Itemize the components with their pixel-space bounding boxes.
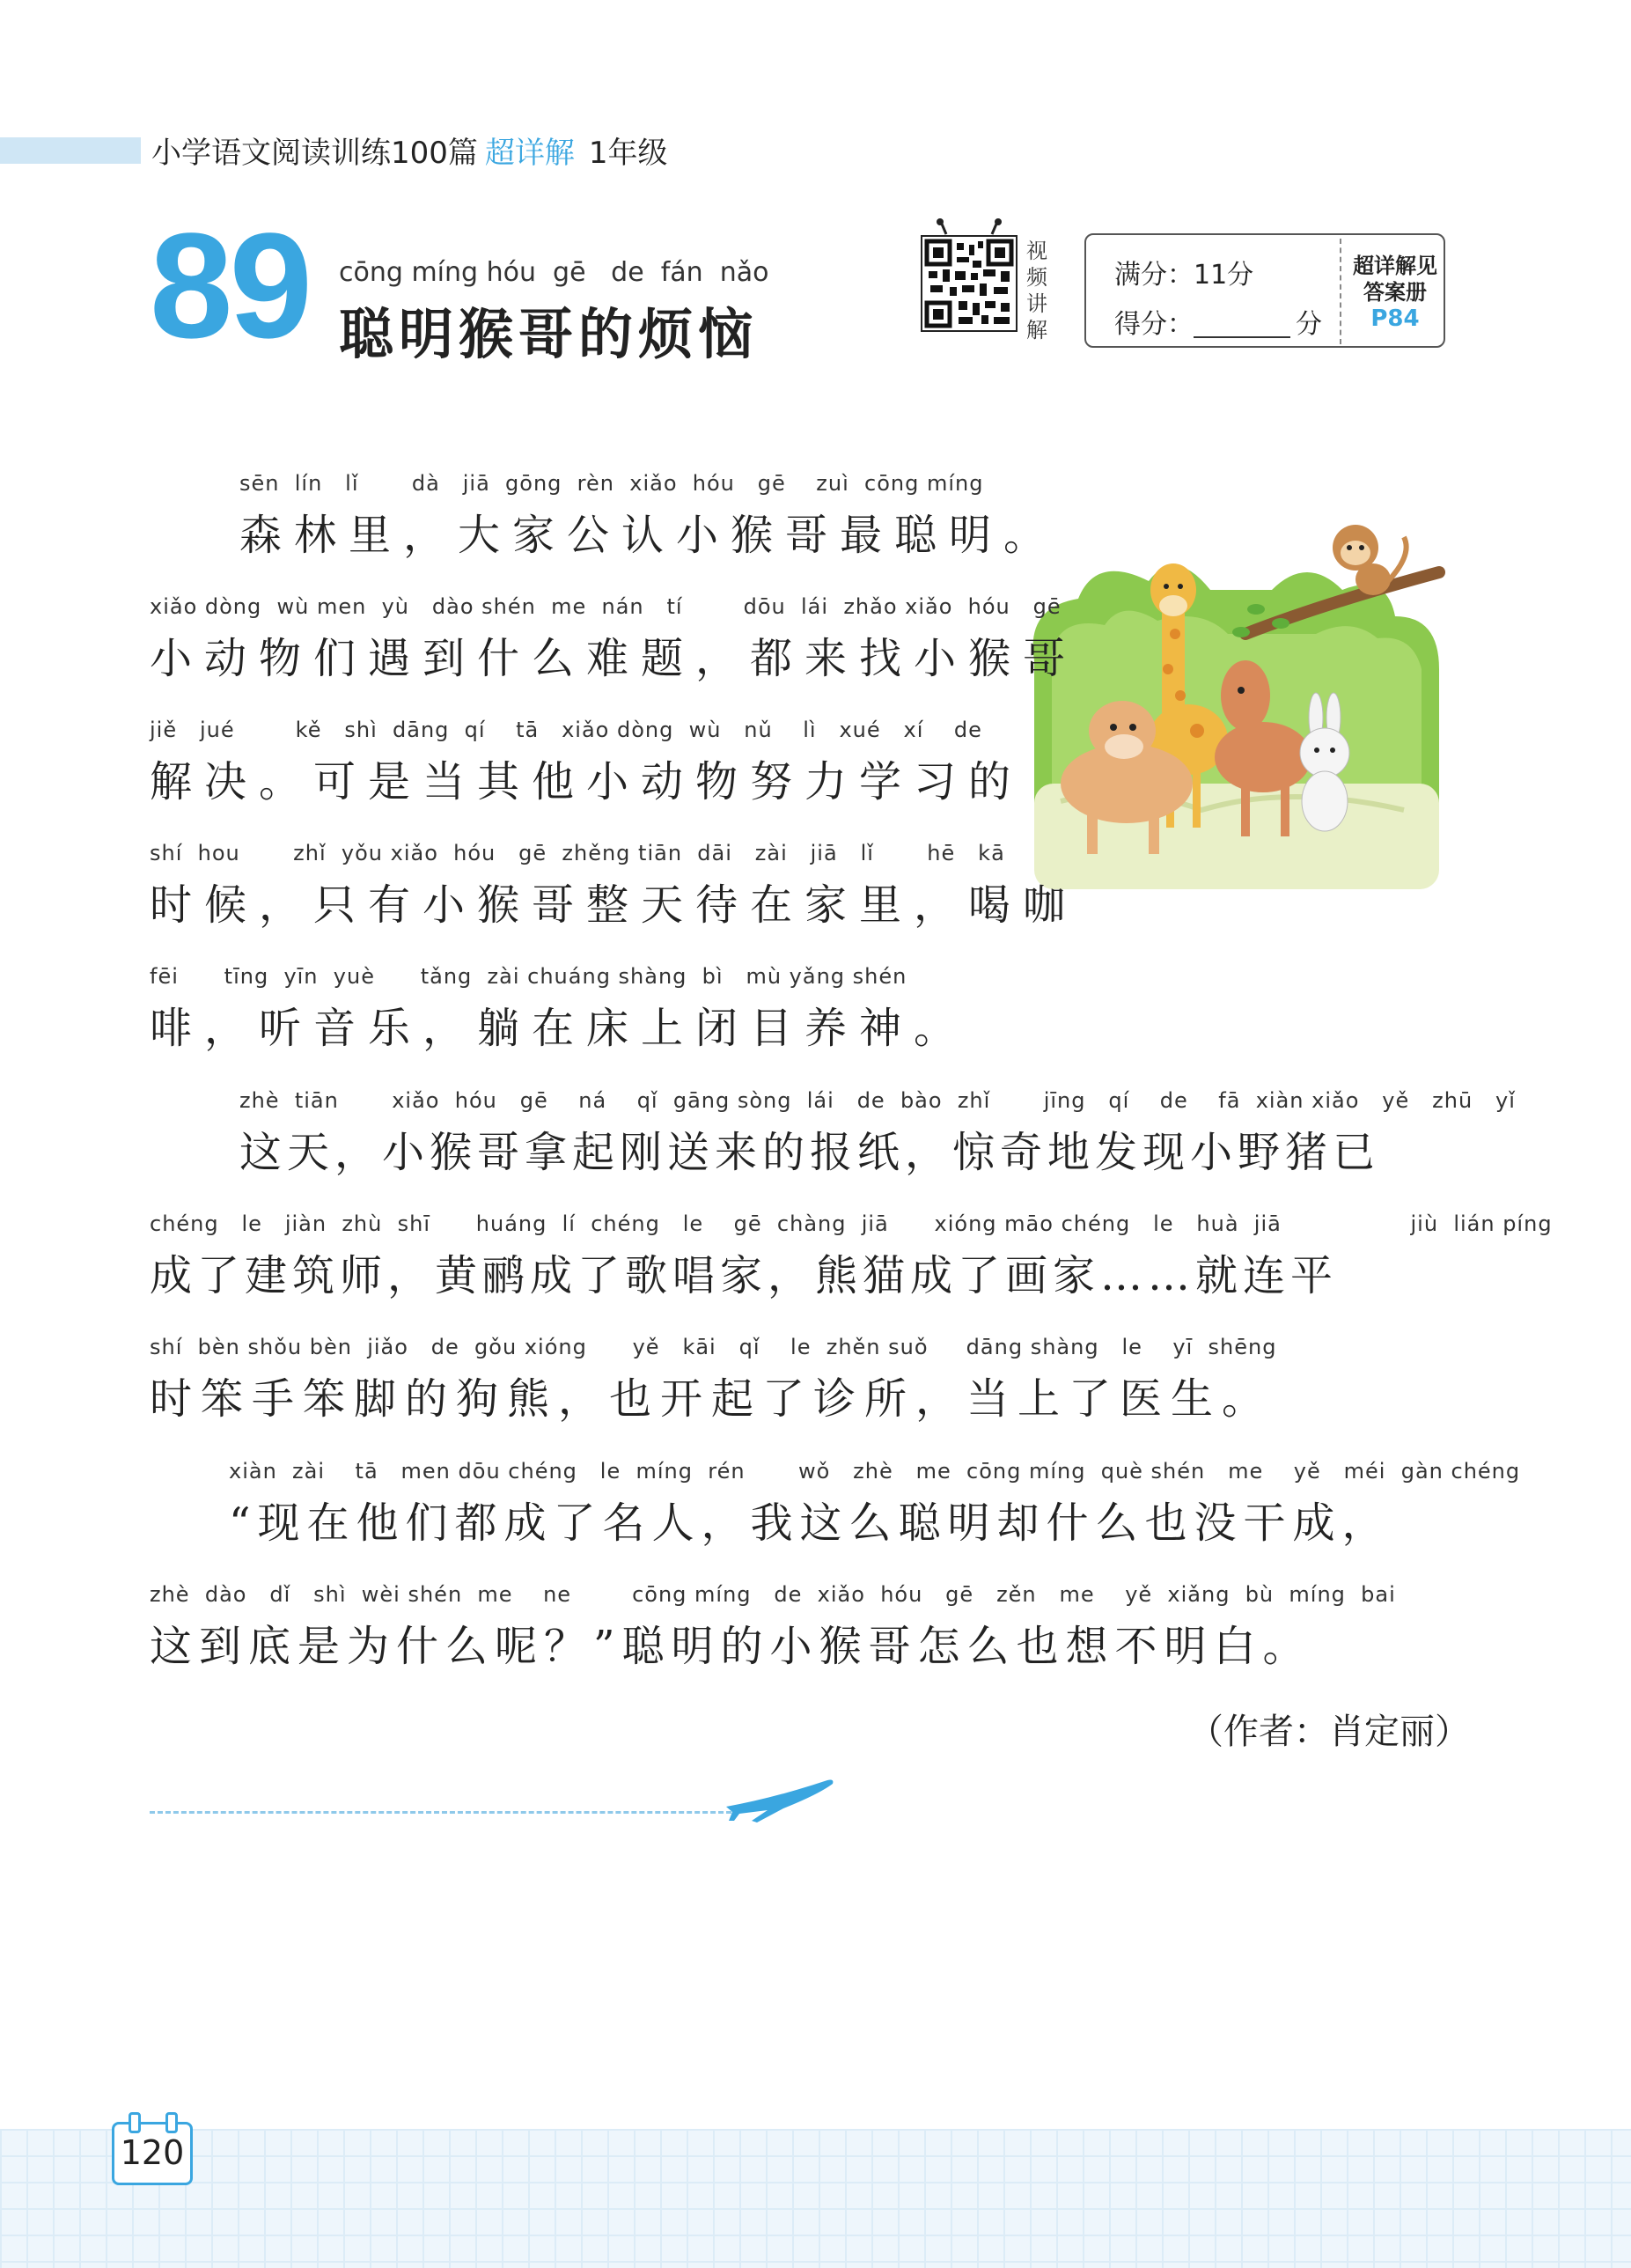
header-accent: 超详解 bbox=[484, 136, 575, 171]
video-explain-label: 视 频 讲 解 bbox=[1026, 239, 1047, 342]
got-score: 得分： 分 bbox=[1114, 309, 1322, 340]
text-line: xiǎo dòng wù men yù dào shén me nán tí dōu lái zhǎo xiǎo hóu gē 小动物们遇到什么难题，都来找小猴哥 bbox=[150, 594, 1078, 683]
answer-reference: 超详解见 答案册 P84 bbox=[1347, 253, 1444, 332]
full-score: 满分：11分 bbox=[1114, 260, 1254, 291]
score-box bbox=[1084, 233, 1445, 348]
header-band bbox=[0, 137, 141, 164]
title-pinyin: cōng míng hóu gē de fán nǎo bbox=[339, 257, 769, 288]
footer-grid bbox=[0, 2129, 1631, 2268]
text-line: fēi tīng yīn yuè tǎng zài chuáng shàng bì mù yǎng shén 啡，听音乐，躺在床上闭目养神。 bbox=[150, 964, 969, 1053]
book-header: 小学语文阅读训练100篇 超详解 1年级 bbox=[151, 136, 668, 171]
animal-illustration bbox=[1025, 519, 1448, 898]
answer-page: P84 bbox=[1370, 306, 1420, 332]
score-blank[interactable] bbox=[1194, 313, 1290, 338]
text-line: jiě jué kě shì dāng qí tā xiǎo dòng wù nǔ lì xué xí de 解决。可是当其他小动物努力学习的 bbox=[150, 718, 1024, 806]
airplane-icon bbox=[722, 1771, 836, 1824]
page-number: 120 bbox=[112, 2122, 193, 2185]
author-credit: （作者：肖定丽） bbox=[1188, 1712, 1470, 1752]
dashed-divider bbox=[150, 1811, 739, 1814]
text-line: zhè dào dǐ shì wèi shén me ne cōng míng de xiǎo hóu gē zěn me yě xiǎng bù míng bai 这到底是为什么呢？”聪明的小猴哥怎么也想不明白。 bbox=[150, 1582, 1396, 1671]
lesson-title: 聪明猴哥的烦恼 bbox=[339, 302, 759, 366]
qr-code[interactable] bbox=[920, 218, 1018, 337]
text-line: xiàn zài tā men dōu chéng le míng rén wǒ zhè me cōng míng què shén me yě méi gàn chéng “现在他们都成了名人，我这么聪明却什么也没干成， bbox=[229, 1459, 1521, 1548]
lesson-number: 89 bbox=[150, 202, 310, 370]
text-line: sēn lín lǐ dà jiā gōng rèn xiǎo hóu gē zuì cōng míng 森林里，大家公认小猴哥最聪明。 bbox=[239, 471, 1059, 560]
text-line: chéng le jiàn zhù shī huáng lí chéng le gē chàng jiā xióng māo chéng le huà jiā jiù lián píng 成了建筑师，黄鹂成了歌唱家，熊猫成了画家……就连平 bbox=[150, 1211, 1553, 1300]
text-line: shí bèn shǒu bèn jiǎo de gǒu xióng yě kāi qǐ le zhěn suǒ dāng shàng le yī shēng 时笨手笨脚的狗熊，也开起了诊所，当上了医生。 bbox=[150, 1335, 1277, 1424]
text-line: shí hou zhǐ yǒu xiǎo hóu gē zhěng tiān dāi zài jiā lǐ hē kā 时候，只有小猴哥整天待在家里，喝咖 bbox=[150, 841, 1078, 930]
text-line: zhè tiān xiǎo hóu gē ná qǐ gāng sòng lái de bào zhǐ jīng qí de fā xiàn xiǎo yě zhū yǐ 这天，小猴哥拿起刚送来的报纸，惊奇地发现小野猪已 bbox=[239, 1088, 1516, 1177]
